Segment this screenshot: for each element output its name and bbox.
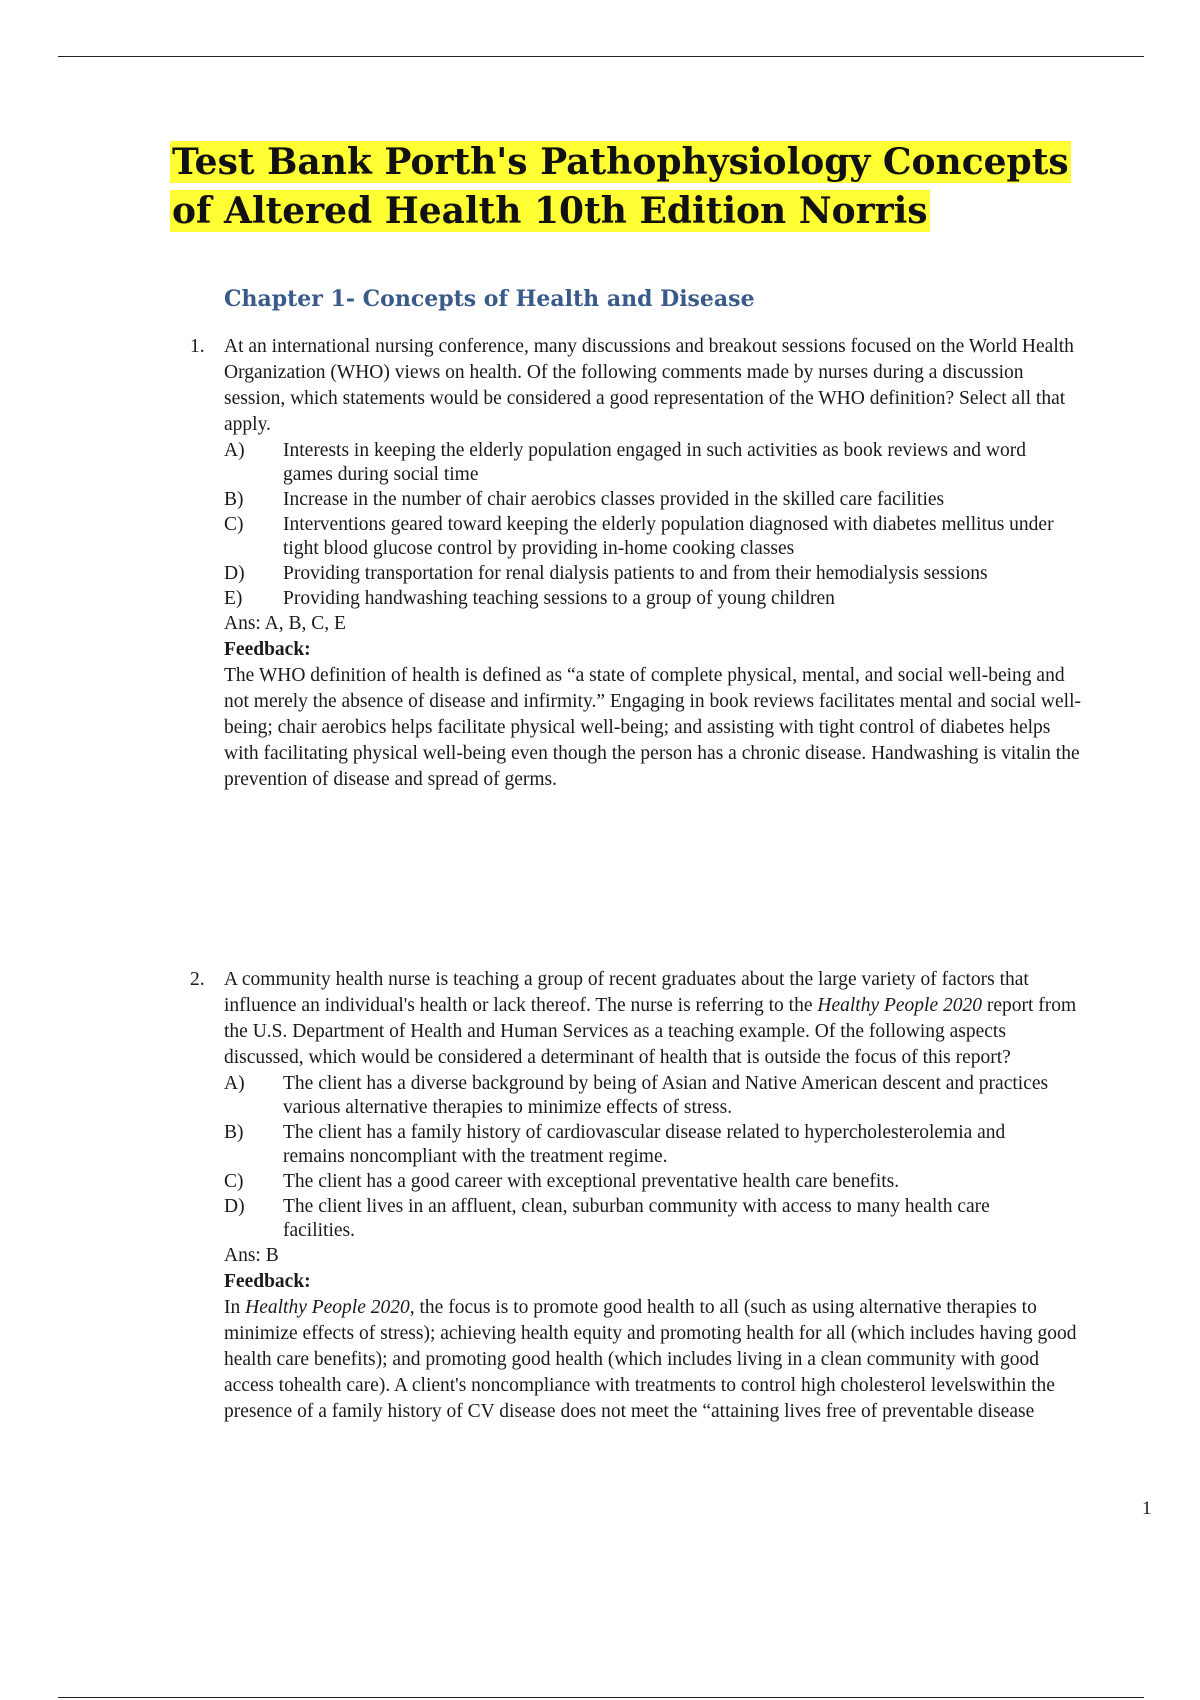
page-number: 1 — [1142, 1498, 1152, 1519]
option-text: The client lives in an affluent, clean, suburban community with access to many health care facilities. — [283, 1196, 990, 1241]
option-c — [224, 1170, 1090, 1194]
question-1 — [190, 334, 1090, 793]
question-stem: At an international nursing conference, many discussions and breakout sessions focused on the World Health Organization (WHO) views on health. Of the following comments made by nurses during a discussion session, which statements would be considered a good representation of the WHO definition? Select all that apply. — [224, 336, 1074, 435]
option-text: Interventions geared toward keeping the elderly population diagnosed with diabetes mellitus under tight blood glucose control by providing in-home cooking classes — [283, 514, 1054, 559]
question-2 — [190, 967, 1090, 1425]
option-letter: D) — [224, 563, 245, 584]
option-letter: E) — [224, 588, 243, 609]
answer-options — [224, 1072, 1090, 1243]
option-e — [224, 587, 1090, 611]
option-d — [224, 1195, 1090, 1243]
option-text: Interests in keeping the elderly population engaged in such activities as book reviews and word games during social time — [283, 440, 1026, 485]
question-number: 2. — [190, 969, 205, 990]
feedback-text — [224, 1295, 1084, 1425]
question-number: 1. — [190, 336, 205, 357]
option-d — [224, 562, 1090, 586]
answer-key: Ans: B — [224, 1245, 279, 1266]
feedback-text-before: In — [224, 1297, 246, 1318]
answer-options — [224, 439, 1090, 611]
option-text: Providing handwashing teaching sessions to a group of young children — [283, 588, 835, 609]
option-letter: D) — [224, 1196, 245, 1217]
feedback-text-after: the focus is to promote good health to all (such as using alternative therapies to minimize effects of stress); achieving health equity and promoting health for all (which includes having good health care benefits); and promoting good health (which includes living in a clean community with good access tohealth care). A client's noncompliance with treatments to control high cholesterol levelswithin the presence of a family history of CV disease does not meet the “attaining lives free of preventable disease — [224, 1297, 1077, 1422]
option-text: Providing transportation for renal dialysis patients to and from their hemodialysis sessions — [283, 563, 988, 584]
option-letter: C) — [224, 514, 244, 535]
chapter-heading: Chapter 1- Concepts of Health and Disease — [224, 286, 755, 312]
option-text: The client has a family history of cardiovascular disease related to hypercholesterolemia and remains noncompliant with the treatment regime. — [283, 1122, 1006, 1167]
feedback-label: Feedback: — [224, 1271, 311, 1292]
answer-key: Ans: A, B, C, E — [224, 613, 346, 634]
option-a — [224, 439, 1090, 487]
option-text: Increase in the number of chair aerobics classes provided in the skilled care facilities — [283, 489, 945, 510]
option-letter: B) — [224, 489, 244, 510]
option-b — [224, 488, 1090, 512]
option-letter: A) — [224, 440, 245, 461]
option-letter: A) — [224, 1073, 245, 1094]
stem-text-after: report from the U.S. Department of Health and Human Services as a teaching example. Of the following aspects discussed, which would be considered a determinant of health that is outside the focus of this report? — [224, 995, 1077, 1068]
top-rule — [58, 56, 1144, 57]
option-text: The client has a diverse background by being of Asian and Native American descent and practices various alternative therapies to minimize effects of stress. — [283, 1073, 1049, 1118]
option-c — [224, 513, 1090, 561]
option-letter: B) — [224, 1122, 244, 1143]
feedback-text: The WHO definition of health is defined as “a state of complete physical, mental, and social well-being and not merely the absence of disease and infirmity.” Engaging in book reviews facilitates mental and social well-being; chair aerobics helps facilitate physical well-being; and assisting with tight control of diabetes helps with facilitating physical well-being even though the person has a chronic disease. Handwashing is vitalin the prevention of disease and spread of germs. — [224, 665, 1081, 790]
feedback-label: Feedback: — [224, 639, 311, 660]
stem-text-before: A community health nurse is teaching a group of recent graduates about the large variety of factors that influence an individual's health or lack thereof. The nurse is referring to the — [224, 969, 1029, 1016]
option-text: The client has a good career with exceptional preventative health care benefits. — [283, 1171, 900, 1192]
option-letter: C) — [224, 1171, 244, 1192]
question-stem — [224, 967, 1084, 1071]
option-b — [224, 1121, 1090, 1169]
document-title — [170, 138, 1070, 236]
bottom-rule — [58, 1697, 1144, 1698]
stem-report-title: Healthy People 2020 — [817, 995, 982, 1016]
title-highlight: Test Bank Porth's Pathophysiology Concepts of Altered Health 10th Edition Norris — [172, 141, 1069, 232]
feedback-report-title: Healthy People 2020, — [245, 1297, 415, 1318]
option-a — [224, 1072, 1090, 1120]
